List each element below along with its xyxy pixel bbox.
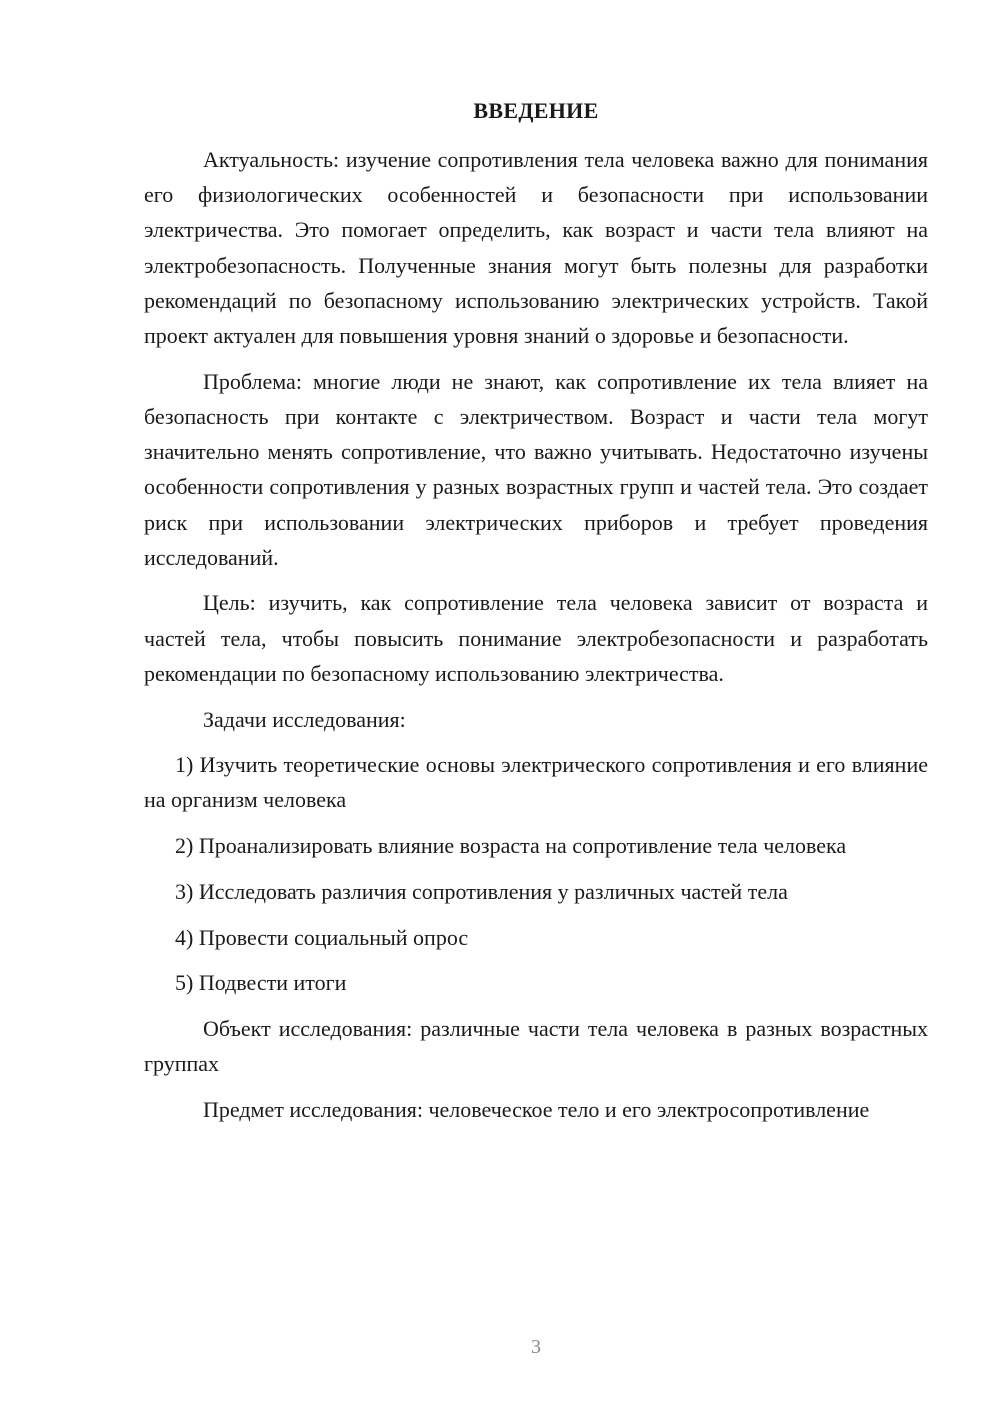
task-item: 3) Исследовать различия сопротивления у различных частей тела bbox=[175, 878, 788, 904]
task-item: 4) Провести социальный опрос bbox=[175, 924, 469, 950]
task-item: 5) Подвести итоги bbox=[175, 970, 347, 996]
page-number: 3 bbox=[531, 1336, 541, 1358]
task-item: 1) Изучить теоретические основы электрического сопротивления и его влияние на организм человека bbox=[144, 752, 928, 813]
relevance-paragraph: Актуальность: изучение сопротивления тела человека важно для понимания его физиологических особенностей и безопасности при использовании электричества. Это помогает определить, как возраст и части тела влияют на электробезопасность. Полученные знания могут быть полезны для разработки рекомендаций по безопасному использованию электрических устройств. Такой проект актуален для повышения уровня знаний о здоровье и безопасности. bbox=[144, 147, 928, 349]
page-title: ВВЕДЕНИЕ bbox=[473, 98, 599, 123]
task-item: 2) Проанализировать влияние возраста на сопротивление тела человека bbox=[175, 833, 847, 859]
goal-paragraph: Цель: изучить, как сопротивление тела человека зависит от возраста и частей тела, чтобы повысить понимание электробезопасности и разработать рекомендации по безопасному использованию электричества. bbox=[144, 590, 928, 686]
document-body bbox=[144, 142, 928, 1138]
research-subject-paragraph: Предмет исследования: человеческое тело и его электросопротивление bbox=[203, 1096, 870, 1122]
problem-paragraph: Проблема: многие люди не знают, как сопротивление их тела влияет на безопасность при контакте с электричеством. Возраст и части тела могут значительно менять сопротивление, что важно учитывать. Недостаточно изучены особенности сопротивления у разных возрастных групп и частей тела. Это создает риск при использовании электрических приборов и требует проведения исследований. bbox=[144, 368, 928, 570]
research-object-paragraph: Объект исследования: различные части тела человека в разных возрастных группах bbox=[144, 1015, 928, 1077]
tasks-heading: Задачи исследования: bbox=[203, 706, 406, 732]
